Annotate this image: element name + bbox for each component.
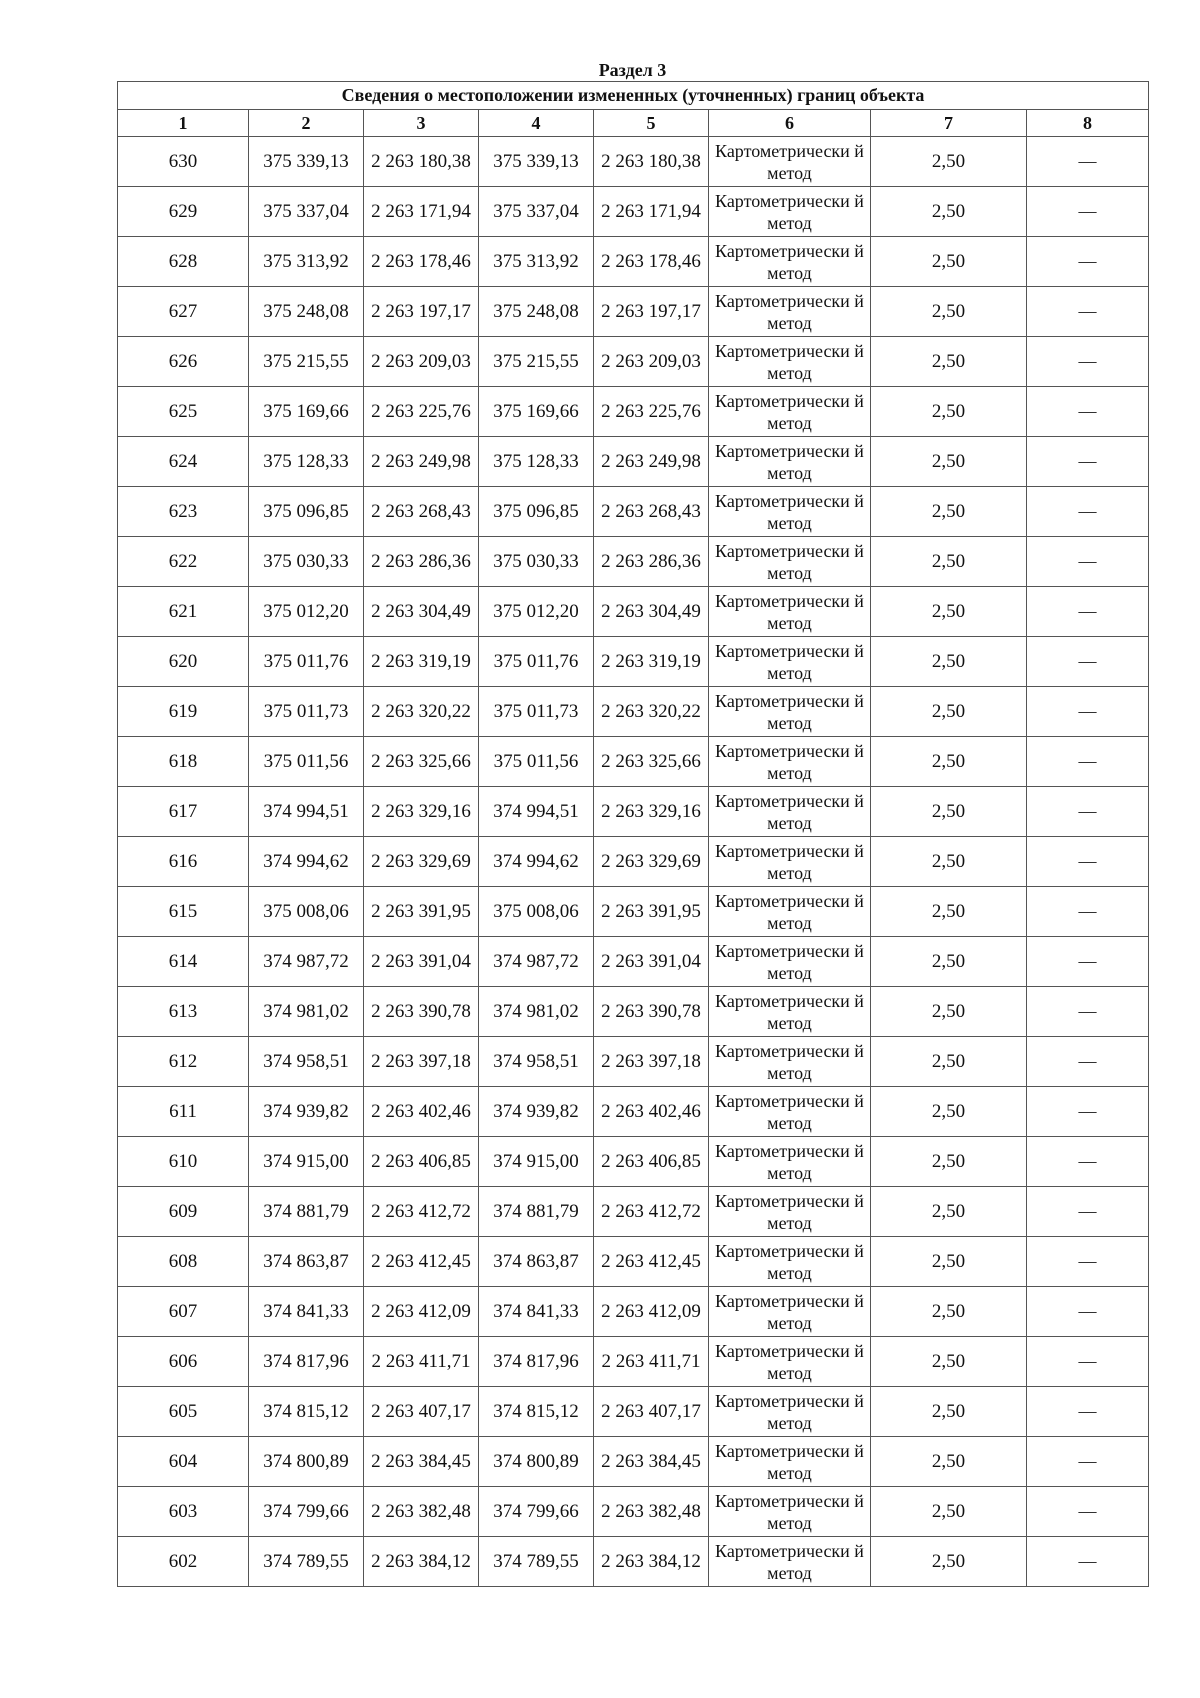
method-cell: Картометрически й метод [709,1337,871,1387]
y-old-cell: 2 263 412,09 [364,1287,479,1337]
table-row [118,1437,1149,1487]
y-new-cell: 2 263 402,46 [594,1087,709,1137]
method-cell: Картометрически й метод [709,1087,871,1137]
method-cell: Картометрически й метод [709,237,871,287]
method-cell: Картометрически й метод [709,1287,871,1337]
description-cell: — [1027,337,1149,387]
y-old-cell: 2 263 397,18 [364,1037,479,1087]
y-old-cell: 2 263 249,98 [364,437,479,487]
x-old-cell: 375 313,92 [249,237,364,287]
point-number-cell: 611 [118,1087,249,1137]
description-cell: — [1027,837,1149,887]
x-new-cell: 374 817,96 [479,1337,594,1387]
x-old-cell: 375 337,04 [249,187,364,237]
description-cell: — [1027,187,1149,237]
x-old-cell: 375 011,56 [249,737,364,787]
table-row [118,1037,1149,1087]
column-number: 6 [709,110,871,137]
y-old-cell: 2 263 268,43 [364,487,479,537]
accuracy-cell: 2,50 [871,337,1027,387]
y-old-cell: 2 263 407,17 [364,1387,479,1437]
section-title: Раздел 3 [598,60,667,80]
y-new-cell: 2 263 329,16 [594,787,709,837]
accuracy-cell: 2,50 [871,387,1027,437]
accuracy-cell: 2,50 [871,937,1027,987]
y-old-cell: 2 263 197,17 [364,287,479,337]
method-cell: Картометрически й метод [709,437,871,487]
y-old-cell: 2 263 391,95 [364,887,479,937]
x-old-cell: 374 863,87 [249,1237,364,1287]
accuracy-cell: 2,50 [871,1187,1027,1237]
y-new-cell: 2 263 390,78 [594,987,709,1037]
y-old-cell: 2 263 406,85 [364,1137,479,1187]
x-old-cell: 375 248,08 [249,287,364,337]
method-cell: Картометрически й метод [709,1187,871,1237]
accuracy-cell: 2,50 [871,1387,1027,1437]
description-cell: — [1027,1287,1149,1337]
boundary-coordinates-table [117,81,1149,1587]
y-new-cell: 2 263 391,95 [594,887,709,937]
column-number: 8 [1027,110,1149,137]
x-new-cell: 375 215,55 [479,337,594,387]
point-number-cell: 609 [118,1187,249,1237]
description-cell: — [1027,637,1149,687]
description-cell: — [1027,1487,1149,1537]
description-cell: — [1027,1437,1149,1487]
table-row [118,537,1149,587]
y-new-cell: 2 263 180,38 [594,137,709,187]
description-cell: — [1027,1387,1149,1437]
point-number-cell: 624 [118,437,249,487]
method-cell: Картометрически й метод [709,887,871,937]
y-old-cell: 2 263 402,46 [364,1087,479,1137]
y-old-cell: 2 263 171,94 [364,187,479,237]
accuracy-cell: 2,50 [871,687,1027,737]
accuracy-cell: 2,50 [871,1087,1027,1137]
x-old-cell: 375 011,73 [249,687,364,737]
table-row [118,487,1149,537]
point-number-cell: 617 [118,787,249,837]
accuracy-cell: 2,50 [871,587,1027,637]
y-old-cell: 2 263 178,46 [364,237,479,287]
point-number-cell: 623 [118,487,249,537]
x-old-cell: 374 800,89 [249,1437,364,1487]
table-row [118,1487,1149,1537]
x-old-cell: 375 339,13 [249,137,364,187]
table-row [118,287,1149,337]
point-number-cell: 603 [118,1487,249,1537]
point-number-cell: 627 [118,287,249,337]
x-new-cell: 375 169,66 [479,387,594,437]
accuracy-cell: 2,50 [871,187,1027,237]
y-new-cell: 2 263 397,18 [594,1037,709,1087]
x-old-cell: 374 817,96 [249,1337,364,1387]
method-cell: Картометрически й метод [709,337,871,387]
method-cell: Картометрически й метод [709,1387,871,1437]
y-new-cell: 2 263 407,17 [594,1387,709,1437]
x-new-cell: 374 994,62 [479,837,594,887]
x-new-cell: 375 313,92 [479,237,594,287]
y-new-cell: 2 263 249,98 [594,437,709,487]
description-cell: — [1027,1087,1149,1137]
y-new-cell: 2 263 225,76 [594,387,709,437]
x-new-cell: 375 012,20 [479,587,594,637]
y-old-cell: 2 263 329,16 [364,787,479,837]
table-row [118,687,1149,737]
point-number-cell: 605 [118,1387,249,1437]
table-caption-row [118,82,1149,110]
y-old-cell: 2 263 412,45 [364,1237,479,1287]
table-row [118,187,1149,237]
table-row [118,237,1149,287]
table-row [118,1537,1149,1587]
accuracy-cell: 2,50 [871,887,1027,937]
x-new-cell: 374 815,12 [479,1387,594,1437]
point-number-cell: 602 [118,1537,249,1587]
method-cell: Картометрически й метод [709,1237,871,1287]
accuracy-cell: 2,50 [871,437,1027,487]
y-new-cell: 2 263 268,43 [594,487,709,537]
accuracy-cell: 2,50 [871,1137,1027,1187]
accuracy-cell: 2,50 [871,137,1027,187]
description-cell: — [1027,987,1149,1037]
y-old-cell: 2 263 209,03 [364,337,479,387]
method-cell: Картометрически й метод [709,1537,871,1587]
x-new-cell: 374 799,66 [479,1487,594,1537]
y-old-cell: 2 263 325,66 [364,737,479,787]
description-cell: — [1027,787,1149,837]
method-cell: Картометрически й метод [709,637,871,687]
x-new-cell: 375 011,76 [479,637,594,687]
accuracy-cell: 2,50 [871,637,1027,687]
point-number-cell: 608 [118,1237,249,1287]
method-cell: Картометрически й метод [709,1137,871,1187]
x-new-cell: 374 841,33 [479,1287,594,1337]
point-number-cell: 628 [118,237,249,287]
table-row [118,1337,1149,1387]
x-old-cell: 374 994,62 [249,837,364,887]
point-number-cell: 619 [118,687,249,737]
x-old-cell: 375 030,33 [249,537,364,587]
point-number-cell: 621 [118,587,249,637]
description-cell: — [1027,237,1149,287]
x-old-cell: 375 008,06 [249,887,364,937]
x-old-cell: 375 215,55 [249,337,364,387]
x-new-cell: 374 981,02 [479,987,594,1037]
x-old-cell: 375 169,66 [249,387,364,437]
point-number-cell: 615 [118,887,249,937]
y-new-cell: 2 263 319,19 [594,637,709,687]
accuracy-cell: 2,50 [871,1487,1027,1537]
column-number: 7 [871,110,1027,137]
method-cell: Картометрически й метод [709,187,871,237]
x-new-cell: 374 939,82 [479,1087,594,1137]
x-new-cell: 375 337,04 [479,187,594,237]
description-cell: — [1027,487,1149,537]
method-cell: Картометрически й метод [709,937,871,987]
accuracy-cell: 2,50 [871,287,1027,337]
accuracy-cell: 2,50 [871,1237,1027,1287]
table-caption: Сведения о местоположении измененных (уточненных) границ объекта [118,82,1149,110]
column-number: 4 [479,110,594,137]
description-cell: — [1027,737,1149,787]
table-row [118,787,1149,837]
y-new-cell: 2 263 286,36 [594,537,709,587]
y-new-cell: 2 263 320,22 [594,687,709,737]
accuracy-cell: 2,50 [871,1437,1027,1487]
point-number-cell: 604 [118,1437,249,1487]
y-old-cell: 2 263 411,71 [364,1337,479,1387]
point-number-cell: 630 [118,137,249,187]
y-new-cell: 2 263 197,17 [594,287,709,337]
y-old-cell: 2 263 329,69 [364,837,479,887]
x-new-cell: 374 958,51 [479,1037,594,1087]
y-new-cell: 2 263 411,71 [594,1337,709,1387]
x-new-cell: 374 915,00 [479,1137,594,1187]
y-new-cell: 2 263 406,85 [594,1137,709,1187]
description-cell: — [1027,137,1149,187]
table-row [118,1287,1149,1337]
y-new-cell: 2 263 391,04 [594,937,709,987]
description-cell: — [1027,937,1149,987]
table-row [118,1137,1149,1187]
accuracy-cell: 2,50 [871,487,1027,537]
y-old-cell: 2 263 180,38 [364,137,479,187]
method-cell: Картометрически й метод [709,737,871,787]
description-cell: — [1027,387,1149,437]
description-cell: — [1027,587,1149,637]
y-old-cell: 2 263 286,36 [364,537,479,587]
accuracy-cell: 2,50 [871,537,1027,587]
description-cell: — [1027,687,1149,737]
x-old-cell: 374 939,82 [249,1087,364,1137]
x-old-cell: 374 958,51 [249,1037,364,1087]
table-row [118,337,1149,387]
x-new-cell: 375 248,08 [479,287,594,337]
description-cell: — [1027,437,1149,487]
y-old-cell: 2 263 320,22 [364,687,479,737]
table-row [118,837,1149,887]
method-cell: Картометрически й метод [709,587,871,637]
column-number: 3 [364,110,479,137]
description-cell: — [1027,537,1149,587]
description-cell: — [1027,1337,1149,1387]
method-cell: Картометрически й метод [709,1037,871,1087]
table-row [118,937,1149,987]
x-new-cell: 375 128,33 [479,437,594,487]
table-row [118,737,1149,787]
method-cell: Картометрически й метод [709,1487,871,1537]
method-cell: Картометрически й метод [709,537,871,587]
x-old-cell: 374 987,72 [249,937,364,987]
x-old-cell: 374 981,02 [249,987,364,1037]
description-cell: — [1027,1137,1149,1187]
point-number-cell: 613 [118,987,249,1037]
accuracy-cell: 2,50 [871,1537,1027,1587]
accuracy-cell: 2,50 [871,837,1027,887]
accuracy-cell: 2,50 [871,1037,1027,1087]
x-old-cell: 375 012,20 [249,587,364,637]
y-new-cell: 2 263 384,45 [594,1437,709,1487]
table-row [118,137,1149,187]
y-new-cell: 2 263 412,72 [594,1187,709,1237]
y-old-cell: 2 263 225,76 [364,387,479,437]
table-body [118,137,1149,1587]
x-old-cell: 375 011,76 [249,637,364,687]
x-new-cell: 374 994,51 [479,787,594,837]
accuracy-cell: 2,50 [871,1337,1027,1387]
x-new-cell: 375 030,33 [479,537,594,587]
y-new-cell: 2 263 209,03 [594,337,709,387]
x-old-cell: 374 799,66 [249,1487,364,1537]
y-old-cell: 2 263 391,04 [364,937,479,987]
y-old-cell: 2 263 382,48 [364,1487,479,1537]
point-number-cell: 606 [118,1337,249,1387]
y-old-cell: 2 263 319,19 [364,637,479,687]
description-cell: — [1027,1187,1149,1237]
y-old-cell: 2 263 390,78 [364,987,479,1037]
method-cell: Картометрически й метод [709,387,871,437]
description-cell: — [1027,287,1149,337]
accuracy-cell: 2,50 [871,987,1027,1037]
point-number-cell: 618 [118,737,249,787]
x-old-cell: 374 815,12 [249,1387,364,1437]
accuracy-cell: 2,50 [871,737,1027,787]
x-new-cell: 375 011,73 [479,687,594,737]
x-new-cell: 375 011,56 [479,737,594,787]
x-old-cell: 375 096,85 [249,487,364,537]
accuracy-cell: 2,50 [871,787,1027,837]
point-number-cell: 622 [118,537,249,587]
method-cell: Картометрически й метод [709,1437,871,1487]
x-new-cell: 375 339,13 [479,137,594,187]
point-number-cell: 610 [118,1137,249,1187]
table-row [118,987,1149,1037]
description-cell: — [1027,1037,1149,1087]
method-cell: Картометрически й метод [709,787,871,837]
y-new-cell: 2 263 412,09 [594,1287,709,1337]
table-row [118,637,1149,687]
table-row [118,587,1149,637]
method-cell: Картометрически й метод [709,287,871,337]
method-cell: Картометрически й метод [709,137,871,187]
y-new-cell: 2 263 171,94 [594,187,709,237]
x-new-cell: 374 881,79 [479,1187,594,1237]
y-new-cell: 2 263 178,46 [594,237,709,287]
method-cell: Картометрически й метод [709,987,871,1037]
accuracy-cell: 2,50 [871,237,1027,287]
y-new-cell: 2 263 384,12 [594,1537,709,1587]
x-new-cell: 374 987,72 [479,937,594,987]
y-old-cell: 2 263 304,49 [364,587,479,637]
y-new-cell: 2 263 304,49 [594,587,709,637]
description-cell: — [1027,1237,1149,1287]
description-cell: — [1027,887,1149,937]
x-old-cell: 374 789,55 [249,1537,364,1587]
x-new-cell: 375 096,85 [479,487,594,537]
x-new-cell: 374 789,55 [479,1537,594,1587]
x-new-cell: 375 008,06 [479,887,594,937]
column-number: 5 [594,110,709,137]
point-number-cell: 616 [118,837,249,887]
x-new-cell: 374 863,87 [479,1237,594,1287]
y-old-cell: 2 263 384,12 [364,1537,479,1587]
table-row [118,437,1149,487]
accuracy-cell: 2,50 [871,1287,1027,1337]
method-cell: Картометрически й метод [709,687,871,737]
x-old-cell: 374 881,79 [249,1187,364,1237]
point-number-cell: 625 [118,387,249,437]
x-new-cell: 374 800,89 [479,1437,594,1487]
x-old-cell: 375 128,33 [249,437,364,487]
table-row [118,887,1149,937]
x-old-cell: 374 841,33 [249,1287,364,1337]
point-number-cell: 620 [118,637,249,687]
y-new-cell: 2 263 325,66 [594,737,709,787]
description-cell: — [1027,1537,1149,1587]
y-old-cell: 2 263 412,72 [364,1187,479,1237]
column-number: 2 [249,110,364,137]
table-row [118,1187,1149,1237]
y-old-cell: 2 263 384,45 [364,1437,479,1487]
y-new-cell: 2 263 382,48 [594,1487,709,1537]
table-row [118,1087,1149,1137]
column-number: 1 [118,110,249,137]
point-number-cell: 629 [118,187,249,237]
method-cell: Картометрически й метод [709,487,871,537]
table-row [118,1387,1149,1437]
table-row [118,1237,1149,1287]
x-old-cell: 374 915,00 [249,1137,364,1187]
x-old-cell: 374 994,51 [249,787,364,837]
method-cell: Картометрически й метод [709,837,871,887]
point-number-cell: 626 [118,337,249,387]
table-row [118,387,1149,437]
point-number-cell: 612 [118,1037,249,1087]
column-number-row [118,110,1149,137]
y-new-cell: 2 263 329,69 [594,837,709,887]
point-number-cell: 614 [118,937,249,987]
y-new-cell: 2 263 412,45 [594,1237,709,1287]
point-number-cell: 607 [118,1287,249,1337]
